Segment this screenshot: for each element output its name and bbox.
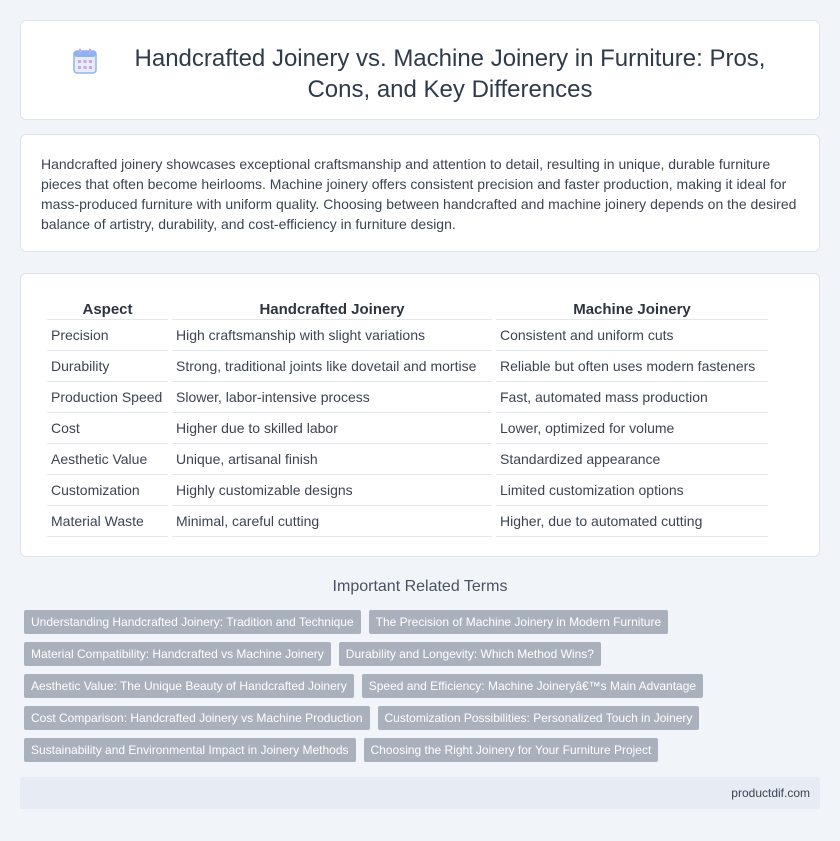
cell-machine: Consistent and uniform cuts: [496, 320, 768, 351]
cell-handcrafted: Higher due to skilled labor: [172, 413, 492, 444]
column-header-handcrafted: Handcrafted Joinery: [172, 296, 492, 320]
related-term-tag[interactable]: Customization Possibilities: Personalized Touch in Joinery: [378, 706, 700, 730]
cell-aspect: Aesthetic Value: [47, 444, 168, 475]
cell-handcrafted: Strong, traditional joints like dovetail and mortise: [172, 351, 492, 382]
cell-aspect: Production Speed: [47, 382, 168, 413]
page-title: Handcrafted Joinery vs. Machine Joinery in Furniture: Pros, Cons, and Key Differences: [134, 45, 766, 103]
cell-machine: Lower, optimized for volume: [496, 413, 768, 444]
table-row: [47, 320, 768, 351]
cell-handcrafted: Highly customizable designs: [172, 475, 492, 506]
cell-handcrafted: High craftsmanship with slight variations: [172, 320, 492, 351]
table-row: [47, 506, 768, 537]
table-row: [47, 444, 768, 475]
related-term-tag[interactable]: The Precision of Machine Joinery in Modern Furniture: [369, 610, 668, 634]
cell-machine: Standardized appearance: [496, 444, 768, 475]
intro-card: [20, 134, 820, 252]
related-term-tag[interactable]: Aesthetic Value: The Unique Beauty of Handcrafted Joinery: [24, 674, 354, 698]
cell-machine: Limited customization options: [496, 475, 768, 506]
calendar-grid-icon: [73, 48, 97, 74]
table-row: [47, 413, 768, 444]
column-header-machine: Machine Joinery: [496, 296, 768, 320]
related-term-tag[interactable]: Sustainability and Environmental Impact in Joinery Methods: [24, 738, 356, 762]
related-term-tag[interactable]: Cost Comparison: Handcrafted Joinery vs Machine Production: [24, 706, 370, 730]
cell-handcrafted: Unique, artisanal finish: [172, 444, 492, 475]
cell-handcrafted: Slower, labor-intensive process: [172, 382, 492, 413]
table-row: [47, 382, 768, 413]
cell-machine: Fast, automated mass production: [496, 382, 768, 413]
table-header-row: [47, 296, 768, 320]
comparison-table: [43, 296, 772, 537]
intro-paragraph: Handcrafted joinery showcases exceptional craftsmanship and attention to detail, resulting in unique, durable furniture pieces that often become heirlooms. Machine joinery offers consistent precision and faster production, making it ideal for mass-produced furniture with uniform quality. Choosing between handcrafted and machine joinery depends on the desired balance of artistry, durability, and cost-efficiency in furniture design.: [41, 156, 797, 232]
related-term-tag[interactable]: Understanding Handcrafted Joinery: Tradition and Technique: [24, 610, 361, 634]
comparison-table-card: [20, 273, 820, 557]
cell-machine: Reliable but often uses modern fasteners: [496, 351, 768, 382]
header-card: [20, 20, 820, 120]
cell-handcrafted: Minimal, careful cutting: [172, 506, 492, 537]
related-terms-tags: [24, 610, 814, 762]
cell-aspect: Customization: [47, 475, 168, 506]
related-term-tag[interactable]: Speed and Efficiency: Machine Joineryâ€™s Main Advantage: [362, 674, 703, 698]
table-row: [47, 475, 768, 506]
column-header-aspect: Aspect: [47, 296, 168, 320]
related-term-tag[interactable]: Choosing the Right Joinery for Your Furniture Project: [364, 738, 659, 762]
cell-aspect: Cost: [47, 413, 168, 444]
table-row: [47, 351, 768, 382]
footer-site-name: productdif.com: [731, 786, 810, 800]
related-term-tag[interactable]: Material Compatibility: Handcrafted vs Machine Joinery: [24, 642, 331, 666]
cell-machine: Higher, due to automated cutting: [496, 506, 768, 537]
cell-aspect: Material Waste: [47, 506, 168, 537]
related-term-tag[interactable]: Durability and Longevity: Which Method Wins?: [339, 642, 601, 666]
cell-aspect: Durability: [47, 351, 168, 382]
cell-aspect: Precision: [47, 320, 168, 351]
related-terms-heading: Important Related Terms: [332, 578, 508, 595]
footer: [20, 777, 820, 809]
